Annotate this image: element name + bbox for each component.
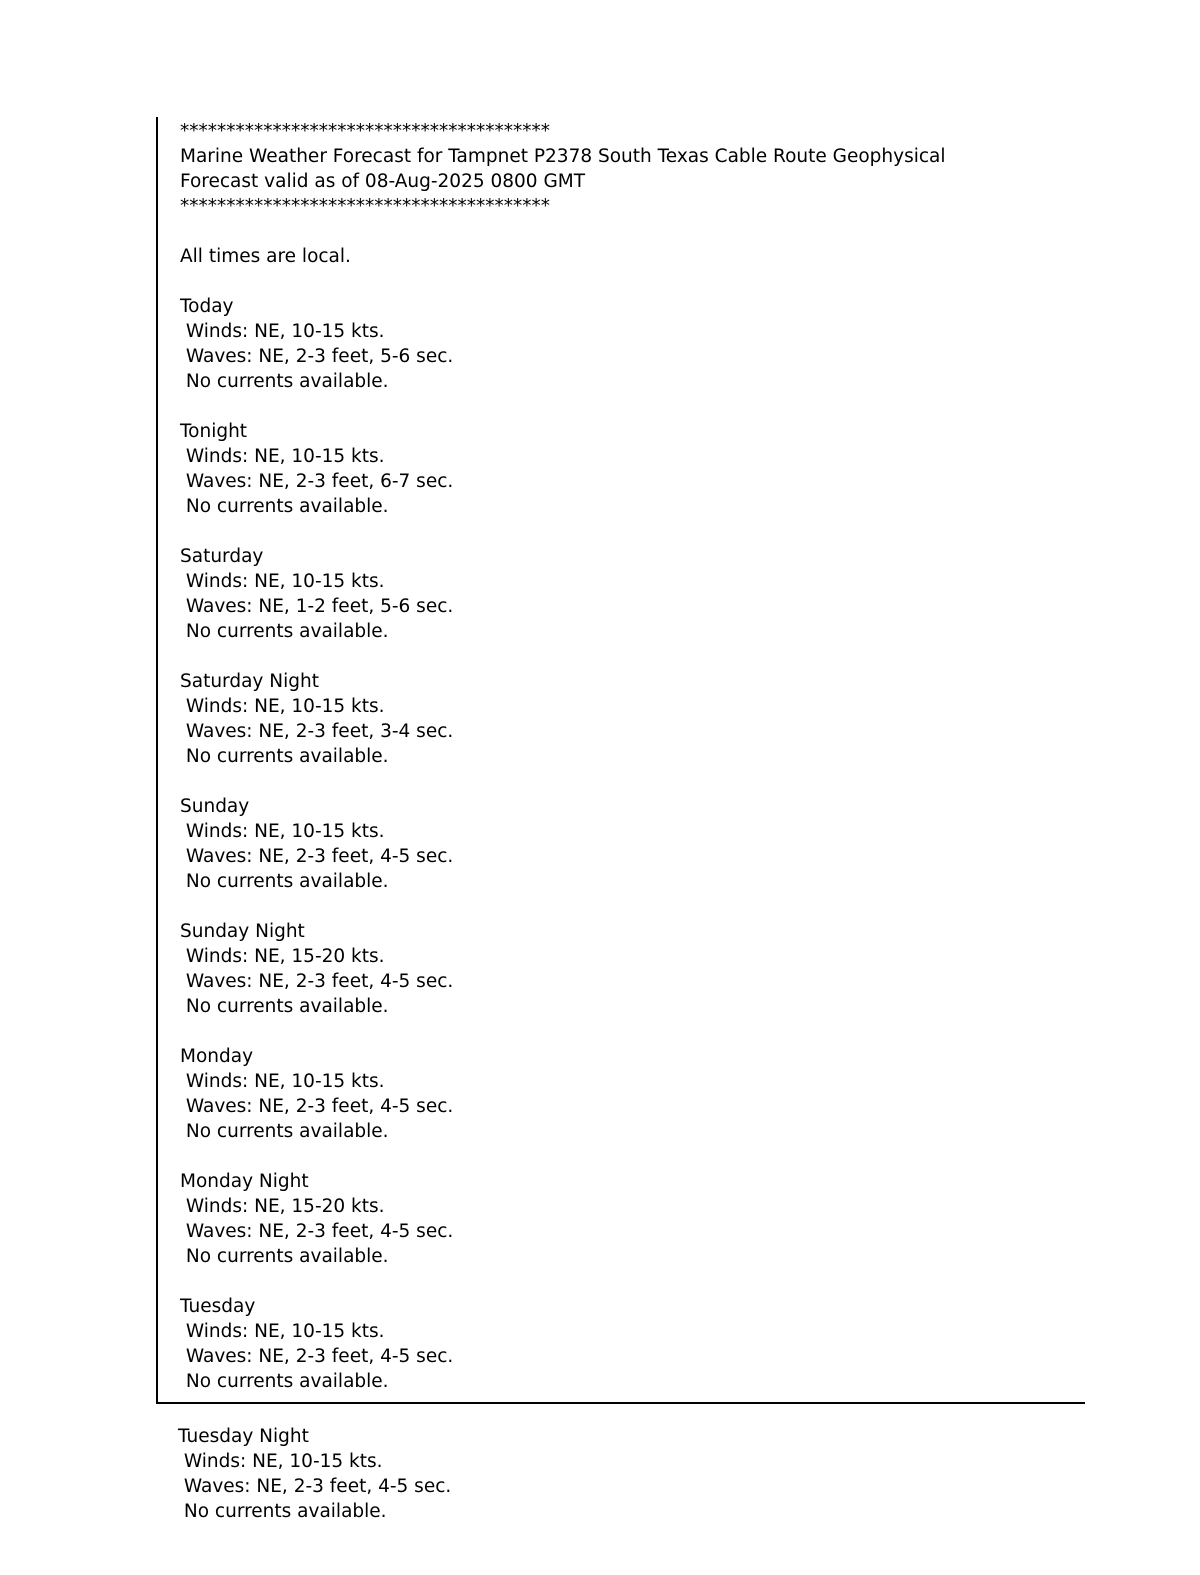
- section-currents: No currents available.: [180, 996, 389, 1017]
- section-winds: Winds: NE, 10-15 kts.: [180, 696, 385, 717]
- blank-line: [180, 219, 1085, 244]
- section-day: Sunday Night: [180, 921, 305, 942]
- forecast-valid-line: Forecast valid as of 08-Aug-2025 0800 GMT: [180, 171, 586, 192]
- section-currents: No currents available.: [180, 1246, 389, 1267]
- section-winds: Winds: NE, 10-15 kts.: [180, 321, 385, 342]
- blank-line: [180, 894, 1085, 919]
- forecast-section-saturday: [180, 519, 1085, 644]
- section-winds: Winds: NE, 10-15 kts.: [180, 571, 385, 592]
- section-currents: No currents available.: [180, 1121, 389, 1142]
- section-winds: Winds: NE, 10-15 kts.: [180, 446, 385, 467]
- blank-line: [180, 644, 1085, 669]
- section-waves: Waves: NE, 2-3 feet, 4-5 sec.: [180, 971, 454, 992]
- section-currents: No currents available.: [180, 871, 389, 892]
- forecast-section-monday-night: [180, 1144, 1085, 1269]
- section-waves: Waves: NE, 2-3 feet, 4-5 sec.: [180, 1096, 454, 1117]
- section-waves: Waves: NE, 2-3 feet, 5-6 sec.: [180, 346, 454, 367]
- forecast-section-saturday-night: [180, 644, 1085, 769]
- section-currents: No currents available.: [180, 371, 389, 392]
- forecast-section-today: [180, 269, 1085, 394]
- separator-bottom: ****************************************: [180, 196, 550, 217]
- forecast-section-tonight: [180, 394, 1085, 519]
- section-currents: No currents available.: [180, 496, 389, 517]
- section-winds: Winds: NE, 15-20 kts.: [180, 1196, 385, 1217]
- blank-line: [180, 769, 1085, 794]
- forecast-title: Marine Weather Forecast for Tampnet P2378 South Texas Cable Route Geophysical: [180, 146, 946, 167]
- section-waves: Waves: NE, 2-3 feet, 4-5 sec.: [178, 1476, 452, 1497]
- section-day: Tuesday Night: [178, 1426, 309, 1447]
- forecast-section-tuesday: [180, 1269, 1085, 1394]
- blank-line: [180, 519, 1085, 544]
- blank-line: [180, 1144, 1085, 1169]
- section-winds: Winds: NE, 15-20 kts.: [180, 946, 385, 967]
- section-day: Monday Night: [180, 1171, 309, 1192]
- section-waves: Waves: NE, 2-3 feet, 4-5 sec.: [180, 846, 454, 867]
- forecast-section-sunday: [180, 769, 1085, 894]
- section-day: Saturday: [180, 546, 264, 567]
- forecast-section-sunday-night: [180, 894, 1085, 1019]
- blank-line: [180, 1019, 1085, 1044]
- section-waves: Waves: NE, 2-3 feet, 4-5 sec.: [180, 1221, 454, 1242]
- section-waves: Waves: NE, 2-3 feet, 3-4 sec.: [180, 721, 454, 742]
- section-day: Tonight: [180, 421, 248, 442]
- times-note: All times are local.: [180, 246, 351, 267]
- section-winds: Winds: NE, 10-15 kts.: [178, 1451, 383, 1472]
- section-day: Today: [180, 296, 234, 317]
- blank-line: [180, 269, 1085, 294]
- section-day: Sunday: [180, 796, 250, 817]
- blank-line: [180, 1269, 1085, 1294]
- blank-line: [180, 394, 1085, 419]
- section-waves: Waves: NE, 2-3 feet, 6-7 sec.: [180, 471, 454, 492]
- section-waves: Waves: NE, 2-3 feet, 4-5 sec.: [180, 1346, 454, 1367]
- section-day: Monday: [180, 1046, 254, 1067]
- section-day: Saturday Night: [180, 671, 319, 692]
- section-currents: No currents available.: [180, 746, 389, 767]
- section-winds: Winds: NE, 10-15 kts.: [180, 1071, 385, 1092]
- separator-top: ****************************************: [180, 121, 550, 142]
- section-waves: Waves: NE, 1-2 feet, 5-6 sec.: [180, 596, 454, 617]
- section-winds: Winds: NE, 10-15 kts.: [180, 821, 385, 842]
- forecast-box: [156, 117, 1085, 1404]
- forecast-section-monday: [180, 1019, 1085, 1144]
- forecast-section-tuesday-night: [178, 1424, 451, 1524]
- section-day: Tuesday: [180, 1296, 256, 1317]
- section-currents: No currents available.: [180, 621, 389, 642]
- section-currents: No currents available.: [180, 1371, 389, 1392]
- section-winds: Winds: NE, 10-15 kts.: [180, 1321, 385, 1342]
- section-currents: No currents available.: [178, 1501, 387, 1522]
